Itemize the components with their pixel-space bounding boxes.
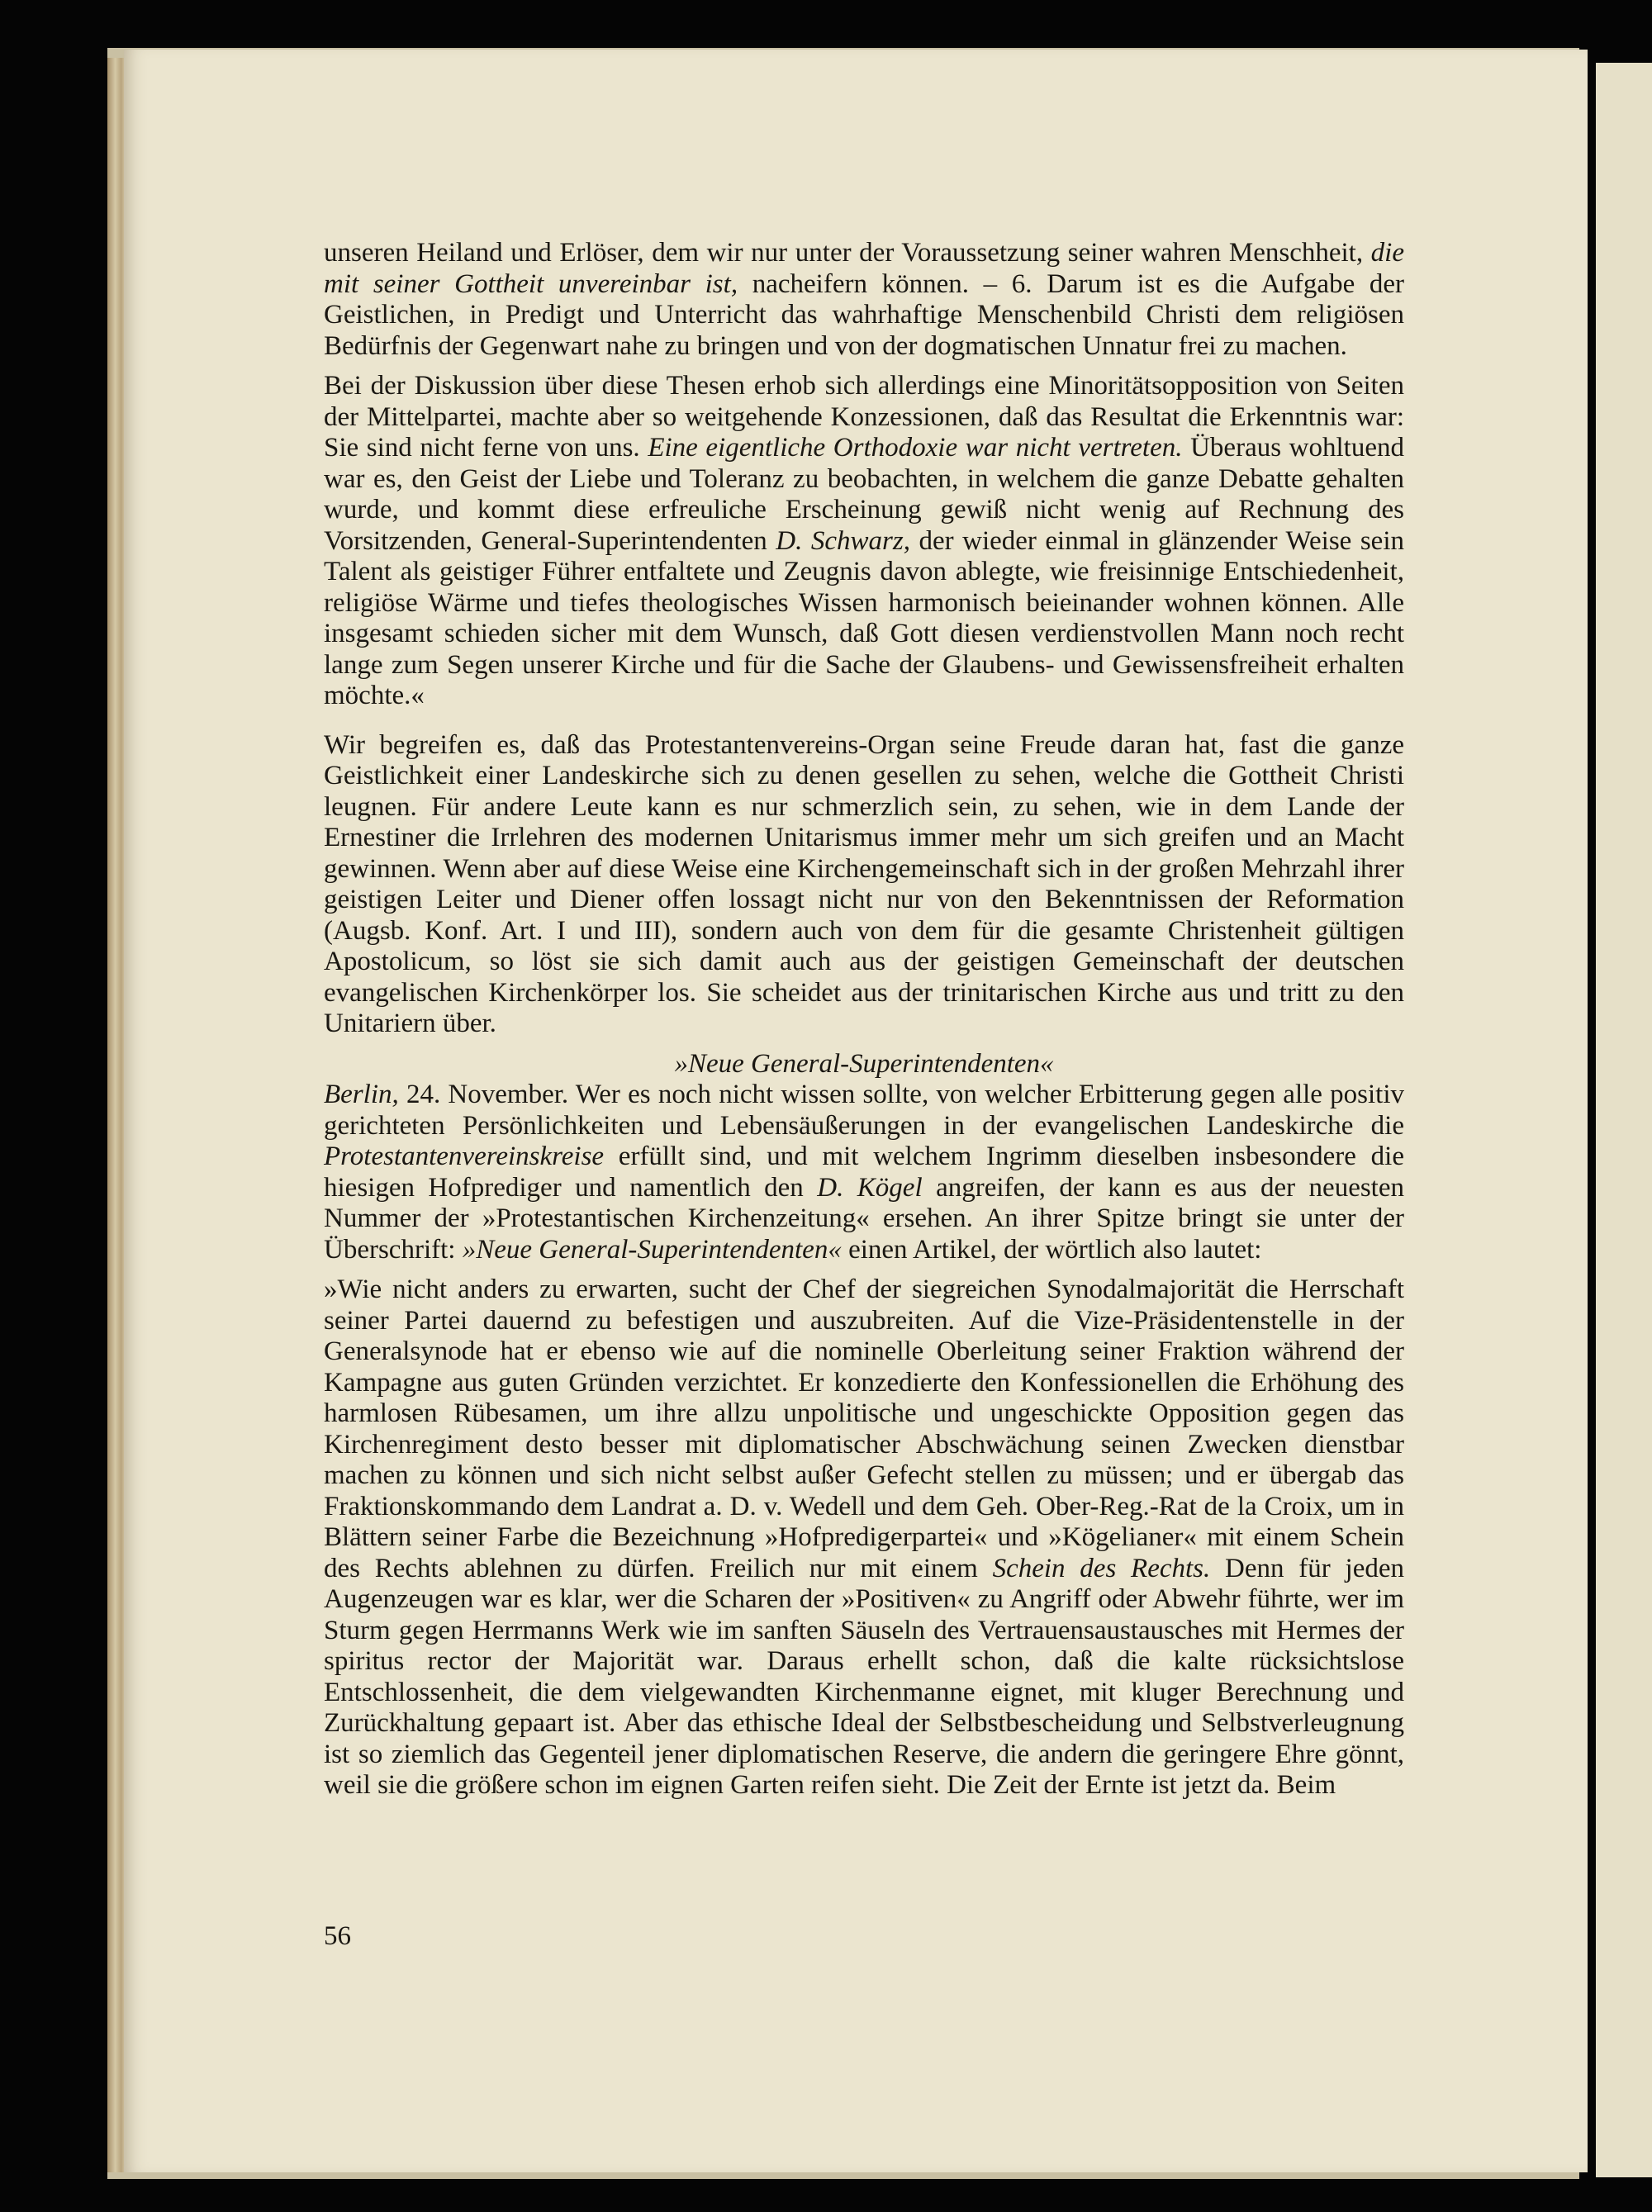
text-run: Wir begreifen es, daß das Protestantenvereins-Organ seine Freude daran hat, fast die ganze Geistlichkeit einer Landeskirche sich zu denen gesellen zu sehen, welche die Gottheit Christi leugnen. Für andere Leute kann es nur schmerzlich sein, zu sehen, wie in dem Lande der Ernestiner die Irrlehren des modernen Unitarismus immer mehr um sich greifen und an Macht gewinnen. Wenn aber auf diese Weise eine Kirchengemeinschaft sich in der großen Mehrzahl ihrer geistigen Leiter und Diener offen lossagt nicht nur von den Bekenntnissen der Reformation (Augsb. Konf. Art. I und III), sondern auch von dem für die gesamte Christenheit gültigen Apostolicum, so löst sie sich damit auch aus der geistigen Gemeinschaft der deutschen evangelischen Kirchenkörper los. Sie scheidet aus der trinitarischen Kirche aus und tritt zu den Unitariern über. bbox=[324, 729, 1404, 1038]
text-run: angreifen, der kann es aus der neuesten Nummer der »Protestantischen Kirchenzeitung« ersehen. An ihrer Spitze bringt sie unter der Überschrift: bbox=[324, 1172, 1404, 1265]
text-run: Überaus wohltuend war es, den Geist der Liebe und Toleranz zu beobachten, in welchem die ganze Debatte gehalten wurde, und kommt diese erfreuliche Erscheinung gewiß nicht wenig auf Rechnung des Vorsitzenden, General-Superintendenten bbox=[324, 433, 1404, 556]
paragraph-5 bbox=[324, 1275, 1404, 1801]
text-run: nacheifern können. – 6. Darum ist es die Aufgabe der Geistlichen, in Predigt und Unterricht das wahrhaftige Menschenbild Christi dem religiösen Bedürfnis der Gegenwart nahe zu bringen und von der dogmatischen Unnatur frei zu machen. bbox=[324, 268, 1405, 361]
italic-run: »Neue General-Superintendenten« bbox=[462, 1234, 842, 1265]
italic-run: Protestantenvereinskreise bbox=[324, 1142, 605, 1171]
paragraph-2 bbox=[324, 371, 1404, 712]
section-heading: »Neue General-Superintendenten« bbox=[674, 1048, 1054, 1079]
text-run: erfüllt sind, und mit welchem Ingrimm dieselben insbesondere die hiesigen Hofprediger und namentlich den bbox=[324, 1142, 1404, 1203]
italic-run: Berlin, bbox=[324, 1080, 399, 1109]
text-run: unseren Heiland und Erlöser, dem wir nur unter der Voraussetzung seiner wahren Menschheit, bbox=[324, 238, 1371, 268]
paragraph-3 bbox=[324, 730, 1404, 1040]
italic-run: D. Schwarz, bbox=[776, 525, 910, 556]
page-number: 56 bbox=[324, 1921, 351, 1951]
text-run: »Wie nicht anders zu erwarten, sucht der Chef der siegreichen Synodalmajorität die Herrschaft seiner Partei dauernd zu befestigen und auszubreiten. Auf die Vize-Präsidentenstelle in der Generalsynode hat er ebenso wie auf die nominelle Oberleitung seiner Fraktion während der Kampagne aus guten Gründen verzichtet. Er konzedierte den Konfessionellen die Erhöhung des harmlosen Rübesamen, um ihre allzu unpolitische und ungeschickte Opposition gegen das Kirchenregiment desto besser mit diplomatischer Abschwächung seinen Zwecken dienstbar machen zu können und sich nicht selbst außer Gefecht stellen zu müssen; und er übergab das Fraktionskommando dem Landrat a. D. v. Wedell und dem Geh. Ober-Reg.-Rat de la Croix, um in Blättern seiner Farbe die Bezeichnung »Hofpredigerpartei« und »Kögelianer« mit einem Schein des Rechts ablehnen zu dürfen. Freilich nur mit einem bbox=[324, 1275, 1404, 1583]
text-run: Denn für jeden Augenzeugen war es klar, wer die Scharen der »Positiven« zu Angriff oder Abwehr führte, wer im Sturm gegen Herrmanns Werk wie im sanften Säuseln des Vertrauensaustausches mit Hermes der spiritus rector der Majorität war. Daraus erhellt schon, daß die kalte rücksichtslose Entschlossenheit, die dem vielgewandten Kirchenmanne eignet, mit kluger Berechnung und Zurückhaltung gepaart ist. Aber das ethische Ideal der Selbstbescheidung und Selbstverleugnung ist so ziemlich das Gegenteil jener diplomatischen Reserve, die andern die geringere Ehre gönnt, weil sie die größere schon im eignen Garten reifen sieht. Die Zeit der Ernte ist jetzt da. Beim bbox=[324, 1553, 1404, 1800]
italic-run: Eine eigentliche Orthodoxie war nicht vertreten. bbox=[648, 433, 1183, 463]
facing-page-edge bbox=[1596, 63, 1652, 2177]
text-run: einen Artikel, der wörtlich also lautet: bbox=[841, 1234, 1262, 1265]
italic-run: die mit seiner Gottheit unvereinbar ist, bbox=[324, 238, 1404, 299]
paragraph-4 bbox=[324, 1080, 1404, 1265]
italic-run: Schein des Rechts. bbox=[992, 1553, 1211, 1583]
body-text bbox=[324, 238, 1404, 1801]
text-run: 24. November. Wer es noch nicht wissen sollte, von welcher Erbitterung gegen alle positiv gerichteten Persönlichkeiten und Lebensäußerungen in der evangelischen Landeskirche die bbox=[324, 1080, 1404, 1141]
text-run: Bei der Diskussion über diese Thesen erhob sich allerdings eine Minoritätsopposition von Seiten der Mittelpartei, machte aber so weitgehende Konzessionen, daß das Resultat die Erkenntnis war: Sie sind nicht ferne von uns. bbox=[324, 371, 1404, 463]
italic-run: D. Kögel bbox=[817, 1172, 923, 1203]
paragraph-1 bbox=[324, 238, 1404, 362]
text-run: der wieder einmal in glänzender Weise sein Talent als geistiger Führer entfaltete und Zeugnis davon ablegte, wie freisinnige Entschiedenheit, religiöse Wärme und tiefes theologisches Wissen harmonisch beieinander wohnen können. Alle insgesamt schieden sicher mit dem Wunsch, daß Gott diesen verdienstvollen Mann noch recht lange zum Segen unserer Kirche und für die Sache der Glaubens- und Gewissensfreiheit erhalten möchte.« bbox=[324, 525, 1404, 710]
